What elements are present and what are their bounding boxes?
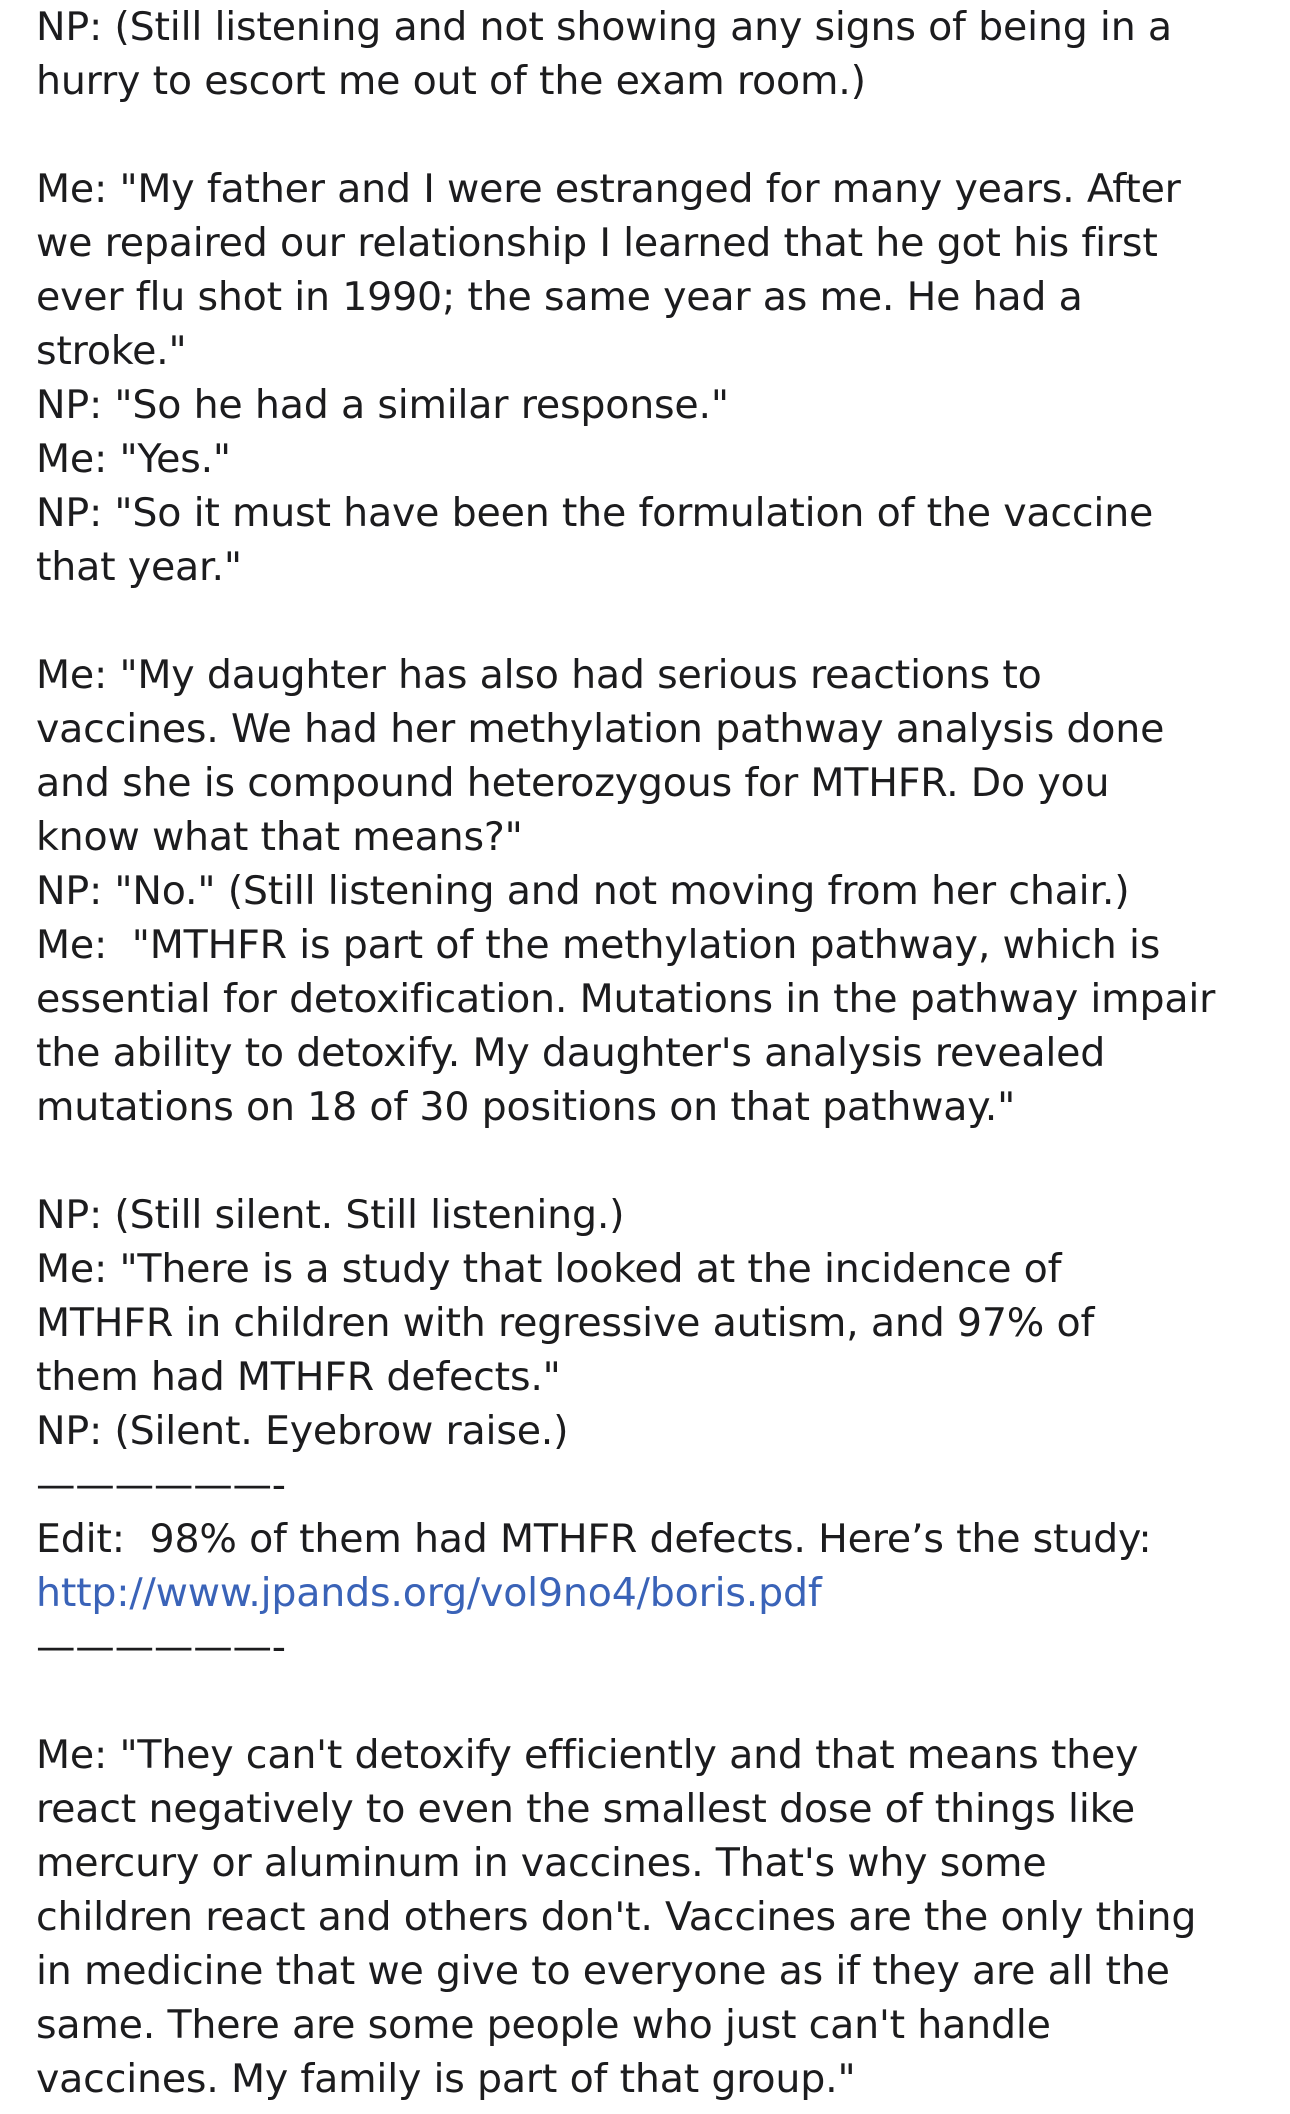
- paragraph-father-flu-shot: [36, 162, 1276, 594]
- text-line: the ability to detoxify. My daughter's analysis revealed: [36, 1030, 1106, 1076]
- paragraph-daughter-mthfr: [36, 648, 1276, 1134]
- text-line: in medicine that we give to everyone as if they are all the: [36, 1948, 1170, 1994]
- paragraph-spacer: [36, 1134, 1276, 1188]
- text-line: hurry to escort me out of the exam room.): [36, 58, 866, 104]
- text-line: that year.": [36, 544, 242, 590]
- text-line: same. There are some people who just can't handle: [36, 2002, 1051, 2048]
- text-line: Me: "My father and I were estranged for many years. After: [36, 166, 1181, 212]
- text-line: ever flu shot in 1990; the same year as me. He had a: [36, 274, 1083, 320]
- paragraph-spacer: [36, 108, 1276, 162]
- text-line: stroke.": [36, 328, 187, 374]
- paragraph-np-listening: [36, 0, 1276, 108]
- text-line: NP: (Silent. Eyebrow raise.): [36, 1408, 569, 1454]
- text-line: essential for detoxification. Mutations in the pathway impair: [36, 976, 1216, 1022]
- paragraph-spacer: [36, 1674, 1276, 1728]
- text-line: and she is compound heterozygous for MTHFR. Do you: [36, 760, 1110, 806]
- text-line: Me: "Yes.": [36, 436, 231, 482]
- paragraph-detoxify: [36, 1728, 1276, 2106]
- study-link[interactable]: http://www.jpands.org/vol9no4/boris.pdf: [36, 1570, 822, 1616]
- text-line: NP: "No." (Still listening and not moving from her chair.): [36, 868, 1130, 914]
- text-line: NP: "So it must have been the formulation of the vaccine: [36, 490, 1154, 536]
- text-line: we repaired our relationship I learned that he got his first: [36, 220, 1158, 266]
- text-line: NP: "So he had a similar response.": [36, 382, 729, 428]
- text-line: children react and others don't. Vaccines are the only thing: [36, 1894, 1197, 1940]
- text-line: MTHFR in children with regressive autism, and 97% of: [36, 1300, 1095, 1346]
- text-line: Me: "My daughter has also had serious reactions to: [36, 652, 1042, 698]
- text-line: mutations on 18 of 30 positions on that pathway.": [36, 1084, 1016, 1130]
- text-line: vaccines. We had her methylation pathway analysis done: [36, 706, 1165, 752]
- text-line: Me: "There is a study that looked at the incidence of: [36, 1246, 1062, 1292]
- text-line: react negatively to even the smallest dose of things like: [36, 1786, 1135, 1832]
- text-line: Me: "MTHFR is part of the methylation pathway, which is: [36, 922, 1161, 968]
- text-line: them had MTHFR defects.": [36, 1354, 561, 1400]
- text-line: know what that means?": [36, 814, 523, 860]
- paragraph-spacer: [36, 594, 1276, 648]
- text-line: NP: (Still silent. Still listening.): [36, 1192, 625, 1238]
- text-line: vaccines. My family is part of that group.": [36, 2056, 856, 2102]
- study-link-line: [36, 1566, 1276, 1620]
- document-body: [36, 0, 1276, 2106]
- divider-bottom: ——————-: [36, 1624, 286, 1670]
- divider-top: ——————-: [36, 1462, 286, 1508]
- text-line: NP: (Still listening and not showing any signs of being in a: [36, 4, 1172, 50]
- text-line: Me: "They can't detoxify efficiently and that means they: [36, 1732, 1139, 1778]
- paragraph-study-autism: [36, 1188, 1276, 1458]
- text-line: mercury or aluminum in vaccines. That's why some: [36, 1840, 1047, 1886]
- edit-note: Edit: 98% of them had MTHFR defects. Here’s the study:: [36, 1516, 1152, 1562]
